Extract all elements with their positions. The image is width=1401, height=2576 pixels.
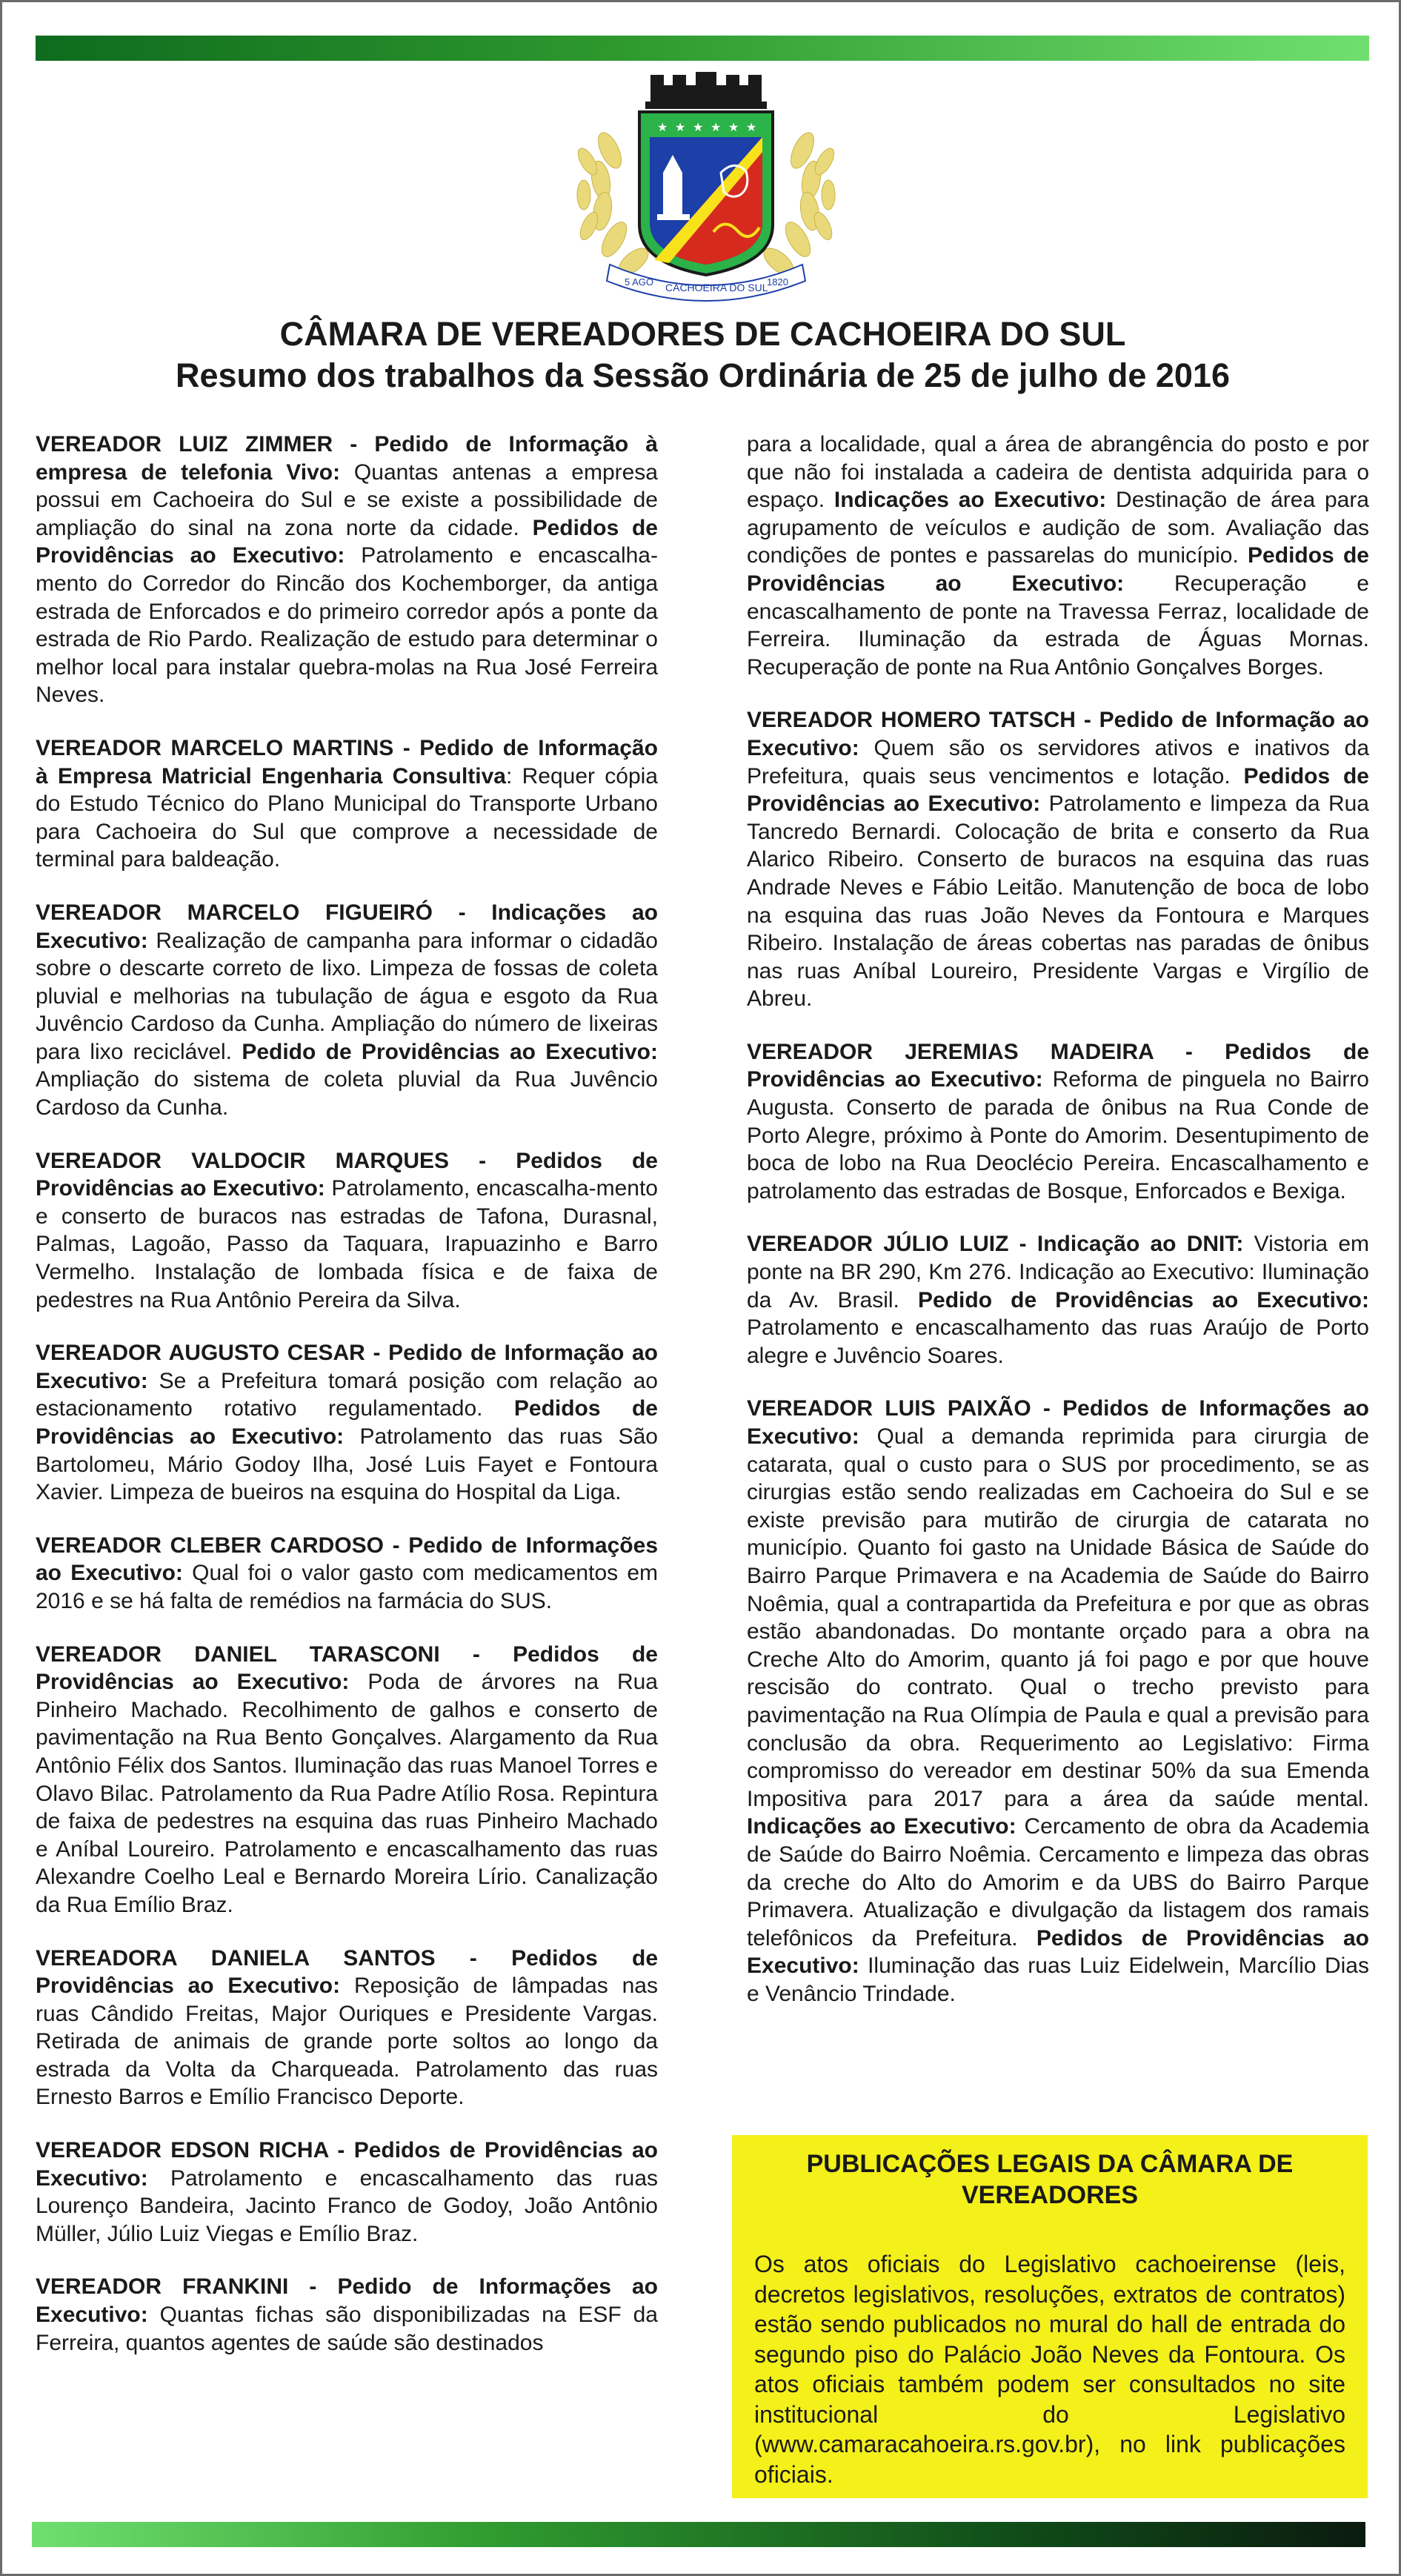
paragraph-text-run: para a localidade, qual a área de abrangência do posto e por que não foi instalada a cadeira de dentista adquirida para o espaço. (747, 432, 1369, 513)
paragraph-bold-run: VEREADOR JEREMIAS MADEIRA - Pedidos de Providências ao Executivo: (747, 1039, 1369, 1092)
paragraph-text-run: Patrolamento e encascalhamento das ruas Lourenço Bandeira, Jacinto Franco de Godoy, João Antônio Müller, Júlio Luiz Viegas e Emílio Braz. (36, 2165, 658, 2246)
crest-city: CACHOEIRA DO SUL (665, 282, 768, 293)
paragraph-bold-run: VEREADOR FRANKINI - Pedido de Informações ao Executivo: (36, 2274, 658, 2328)
article-paragraph (36, 1641, 658, 1919)
paragraph-text-run: Se a Prefeitura tomará posição com relação ao estacionamento rotativo regulamentado. (36, 1368, 658, 1421)
paragraph-text-run: Quantas antenas a empresa possui em Cachoeira do Sul e se existe a possibilidade de ampliação do sinal na zona norte da cidade. (36, 459, 658, 540)
svg-text:★: ★ (675, 120, 686, 134)
paragraph-text-run: Patrolamento e encascalha-mento do Corredor do Rincão dos Kochemborger, da antiga estrada de Enforcados e do primeiro corredor após a ponte da estrada de Rio Pardo. Realização de estudo para determinar o melhor local para instalar quebra-molas na Rua José Ferreira Neves. (36, 543, 658, 708)
paragraph-bold-run: Pedido de Providências ao Executivo: (242, 1039, 658, 1064)
city-crest-icon (565, 69, 847, 306)
paragraph-bold-run: VEREADOR MARCELO MARTINS - Pedido de Informação à Empresa Matricial Engenharia Consultiva (36, 735, 658, 789)
paragraph-text-run: Cercamento de obra da Academia de Saúde do Bairro Noêmia. Cercamento e limpeza das obras da creche do Alto do Amorim e da UBS do Bairro Parque Primavera. Atualização e divulgação da listagem dos ramais telefônicos da Prefeitura. (747, 1814, 1370, 1951)
paragraph-text-run: Realização de campanha para informar o cidadão sobre o descarte correto de lixo. Limpeza de fossas de coleta pluvial e melhorias na tubulação de água e esgoto da Rua Juvêncio Cardoso da Cunha. Ampliação do número de lixeiras para lixo reciclável. (36, 928, 658, 1064)
paragraph-bold-run: VEREADOR EDSON RICHA - Pedidos de Providências ao Executivo: (36, 2138, 658, 2191)
paragraph-bold-run: Pedidos de Providências ao Executivo: (36, 515, 658, 568)
article-paragraph (747, 1038, 1369, 1206)
paragraph-text-run: Recuperação e encascalhamento de ponte na Travessa Ferraz, localidade de Ferreira. Iluminação da estrada de Águas Mornas. Recuperação de ponte na Rua Antônio Gonçalves Borges. (747, 571, 1369, 680)
paragraph-text-run: Iluminação das ruas Luiz Eidelwein, Marcílio Dias e Venâncio Trindade. (747, 1953, 1369, 2006)
article-paragraph (36, 1945, 658, 2112)
left-column (36, 431, 658, 2382)
paragraph-bold-run: VEREADOR AUGUSTO CESAR - Pedido de Informação ao Executivo: (36, 1341, 658, 1393)
svg-text:★: ★ (746, 120, 757, 134)
paragraph-text-run: Reforma de pinguela no Bairro Augusta. Conserto de parada de ônibus na Rua Conde de Porto Alegre, próximo à Ponte do Amorim. Desentupimento de boca de lobo na Rua Deoclécio Pereira. Encascalhamento e patrolamento das estradas de Bosque, Enforcados e Bexiga. (747, 1067, 1369, 1204)
svg-text:★: ★ (693, 120, 704, 134)
article-paragraph (36, 899, 658, 1122)
paragraph-bold-run: Pedidos de Providências ao Executivo: (747, 543, 1369, 596)
legal-box-title: PUBLICAÇÕES LEGAIS DA CÂMARA DE VEREADORES (806, 2150, 1294, 2209)
paragraph-bold-run: VEREADOR LUIZ ZIMMER - Pedido de Informação à empresa de telefonia Vivo: (36, 432, 658, 485)
header (47, 313, 1359, 396)
paragraph-text-run: Vistoria em ponte na BR 290, Km 276. Indicação ao Executivo: Iluminação da Av. Brasil. (747, 1232, 1369, 1312)
article-paragraph (36, 1147, 658, 1315)
paragraph-text-run: : Requer cópia do Estudo Técnico do Plano Municipal do Transporte Urbano para Cachoeira do Sul que comprove a necessidade de terminal para baldeação. (36, 763, 658, 872)
article-paragraph (747, 1395, 1369, 2008)
page-subtitle: Resumo dos trabalhos da Sessão Ordinária de 25 de julho de 2016 (176, 356, 1230, 394)
crest-year: 1820 (767, 276, 788, 288)
article-paragraph (747, 1230, 1369, 1370)
paragraph-text-run: Quantas fichas são disponibilizadas na ESF da Ferreira, quantos agentes de saúde são destinados (36, 2303, 658, 2355)
article-paragraph (36, 2273, 658, 2357)
article-paragraph (747, 431, 1369, 681)
page-title: CÂMARA DE VEREADORES DE CACHOEIRA DO SUL (279, 315, 1126, 353)
mural-crown-icon (645, 72, 767, 109)
paragraph-bold-run: VEREADOR JÚLIO LUIZ - Indicação ao DNIT: (747, 1232, 1244, 1257)
paragraph-bold-run: Pedidos de Providências ao Executivo: (747, 1925, 1369, 1979)
paragraph-bold-run: Indicações ao Executivo: (833, 488, 1107, 513)
paragraph-bold-run: Indicações ao Executivo: (747, 1814, 1016, 1839)
paragraph-bold-run: VEREADOR LUIS PAIXÃO - Pedidos de Informações ao Executivo: (747, 1396, 1369, 1449)
svg-text:★: ★ (657, 120, 668, 134)
legal-box-body: Os atos oficiais do Legislativo cachoeirense (leis, decretos legislativos, resoluções, extratos de contratos) estão sendo publicados no mural do hall de entrada do segundo piso do Palácio João Neves da Fontoura. Os atos oficiais também podem ser consultados no site institucional do Legislativo (www.camaracahoeira.rs.gov.br), no link publicações oficiais. (754, 2251, 1345, 2488)
paragraph-text-run: Patrolamento e limpeza da Rua Tancredo Bernardi. Colocação de brita e conserto da Rua Alarico Ribeiro. Conserto de buracos na esquina das ruas Andrade Neves e Fábio Leitão. Manutenção de boca de lobo na esquina das ruas João Neves da Fontoura e Marques Ribeiro. Instalação de áreas cobertas nas paradas de ônibus nas ruas Aníbal Loureiro, Presidente Vargas e Virgílio de Abreu. (747, 791, 1369, 1012)
paragraph-text-run: Ampliação do sistema de coleta pluvial da Rua Juvêncio Cardoso da Cunha. (36, 1067, 658, 1121)
paragraph-bold-run: Pedidos de Providências ao Executivo: (36, 1396, 658, 1449)
legal-publications-box (732, 2135, 1368, 2498)
paragraph-bold-run: VEREADOR CLEBER CARDOSO - Pedido de Informações ao Executivo: (36, 1533, 658, 1586)
paragraph-text-run: Destinação de área para agrupamento de veículos e audição de som. Avaliação das condições de pontes e passarelas do município. (747, 488, 1369, 568)
paragraph-bold-run: VEREADOR MARCELO FIGUEIRÓ - Indicações ao Executivo: (36, 900, 658, 953)
article-paragraph (36, 1532, 658, 1616)
paragraph-bold-run: Pedidos de Providências ao Executivo: (747, 763, 1369, 817)
paragraph-text-run: Patrolamento, encascalha-mento e conserto de buracos nas estradas de Tafona, Durasnal, Palmas, Lagoão, Passo da Taquara, Irapuazinho e Barro Vermelho. Instalação de lombada física e de faixa de pedestres na Rua Antônio Pereira da Silva. (36, 1176, 658, 1312)
paragraph-text-run: Patrolamento das ruas São Bartolomeu, Mário Godoy Ilha, José Luis Fayet e Fontoura Xavier. Limpeza de bueiros na esquina do Hospital da Liga. (36, 1424, 658, 1505)
right-column (747, 431, 1369, 2033)
paragraph-bold-run: VEREADOR HOMERO TATSCH - Pedido de Informação ao Executivo: (747, 708, 1369, 760)
svg-text:★: ★ (728, 120, 739, 134)
article-paragraph (36, 1339, 658, 1507)
article-paragraph (36, 2137, 658, 2248)
svg-text:★: ★ (711, 120, 722, 134)
paragraph-text-run: Qual foi o valor gasto com medicamentos em 2016 e se há falta de remédios na farmácia do SUS. (36, 1561, 658, 1613)
article-paragraph (36, 734, 658, 874)
paragraph-bold-run: VEREADOR VALDOCIR MARQUES - Pedidos de Providências ao Executivo: (36, 1148, 658, 1201)
paragraph-text-run: Qual a demanda reprimida para cirurgia de catarata, qual o custo para o SUS por procedimento, se as cirurgias estão sendo realizadas em Cachoeira do Sul e se existe previsão para mutirão de cirurgia de catarata no município. Quanto foi gasto na Unidade Básica de Saúde do Bairro Parque Primavera e na Academia de Saúde do Bairro Noêmia, qual a contrapartida da Prefeitura e por que as obras estão abandonadas. Do montante orçado para a obra na Creche Alto do Amorim, quanto já foi pago e por que houve rescisão do contrato. Qual o trecho previsto para pavimentação na Rua Olímpia de Paula e qual a previsão para conclusão da obra. Requerimento ao Legislativo: Firma compromisso do vereador em destinar 50% da sua Emenda Impositiva para 2017 para a área da saúde mental. (747, 1424, 1369, 1811)
paragraph-text-run: Reposição de lâmpadas nas ruas Cândido Freitas, Major Ouriques e Presidente Vargas. Retirada de animais de grande porte soltos ao longo da estrada da Volta da Charqueada. Patrolamento das ruas Ernesto Barros e Emílio Francisco Deporte. (36, 1974, 658, 2110)
paragraph-text-run: Patrolamento e encascalhamento das ruas Araújo de Porto alegre e Juvêncio Soares. (747, 1315, 1369, 1368)
article-paragraph (36, 431, 658, 709)
article-paragraph (747, 706, 1369, 1013)
paragraph-bold-run: Pedido de Providências ao Executivo: (918, 1287, 1369, 1312)
paragraph-text-run: Quem são os servidores ativos e inativos da Prefeitura, quais seus vencimentos e lotação. (747, 735, 1369, 789)
paragraph-bold-run: VEREADORA DANIELA SANTOS - Pedidos de Providências ao Executivo: (36, 1945, 658, 1999)
top-green-bar (36, 36, 1369, 61)
bottom-green-bar (32, 2522, 1365, 2547)
paragraph-bold-run: VEREADOR DANIEL TARASCONI - Pedidos de Providências ao Executivo: (36, 1641, 658, 1695)
paragraph-text-run: Poda de árvores na Rua Pinheiro Machado. Recolhimento de galhos e conserto de pavimentação na Rua Bento Gonçalves. Alargamento da Rua Antônio Félix dos Santos. Iluminação das ruas Manoel Torres e Olavo Bilac. Patrolamento da Rua Padre Atílio Rosa. Repintura de faixa de pedestres na esquina das ruas Pinheiro Machado e Aníbal Loureiro. Patrolamento e encascalhamento das ruas Alexandre Coelho Leal e Bernardo Moreira Lírio. Canalização da Rua Emílio Braz. (36, 1670, 658, 1917)
crest-date: 5 AGO (625, 276, 654, 288)
